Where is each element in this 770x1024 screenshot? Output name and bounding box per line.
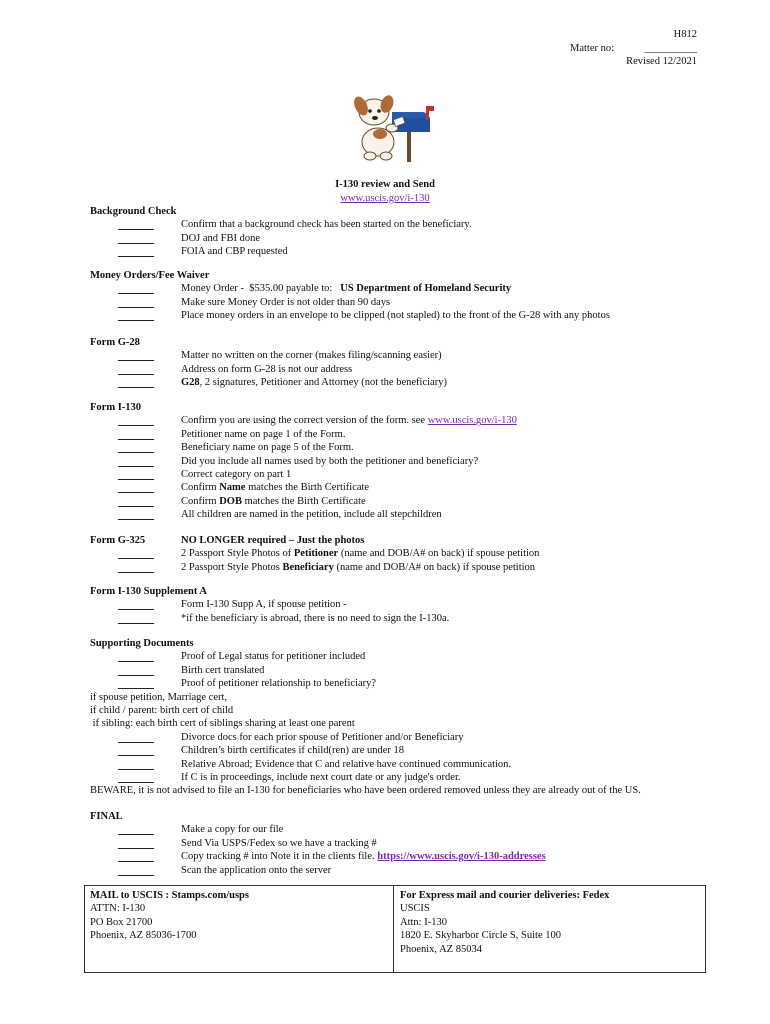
section-form-i130 xyxy=(90,401,710,522)
usps-address xyxy=(85,886,394,972)
checklist-item: *if the beneficiary is abroad, there is no need to sign the I-130a. xyxy=(90,612,710,625)
checklist-item: Correct category on part 1 xyxy=(90,468,710,481)
checklist-item: DOJ and FBI done xyxy=(90,232,710,245)
check-blank[interactable] xyxy=(118,443,154,453)
checklist-item: Form I-130 Supp A, if spouse petition - xyxy=(90,598,710,611)
check-blank[interactable] xyxy=(118,510,154,520)
checklist-item: Proof of Legal status for petitioner included xyxy=(90,650,710,663)
check-blank[interactable] xyxy=(118,652,154,662)
address-line: USCIS xyxy=(400,903,430,915)
checklist-item: Petitioner name on page 1 of the Form. xyxy=(90,428,710,441)
check-blank[interactable] xyxy=(118,351,154,361)
check-blank[interactable] xyxy=(118,298,154,308)
fedex-address xyxy=(394,886,705,972)
checklist-item: Confirm Name matches the Birth Certificate xyxy=(90,481,710,494)
check-blank[interactable] xyxy=(118,760,154,770)
check-blank[interactable] xyxy=(118,378,154,388)
checklist-item: G28, 2 signatures, Petitioner and Attorney (not the beneficiary) xyxy=(90,376,710,389)
uscis-form-link[interactable]: www.uscis.gov/i-130 xyxy=(427,415,517,427)
check-blank[interactable] xyxy=(118,430,154,440)
check-blank[interactable] xyxy=(118,773,154,783)
check-blank[interactable] xyxy=(118,746,154,756)
section-title: Form I-130 Supplement A xyxy=(90,586,207,597)
checklist-item: Make sure Money Order is not older than 90 days xyxy=(90,296,710,309)
checklist-item: Proof of petitioner relationship to beneficiary? xyxy=(90,677,710,690)
form-code: H812 xyxy=(673,29,697,40)
checklist-item: Address on form G-28 is not our address xyxy=(90,363,710,376)
dog-mailbox-icon xyxy=(340,90,436,166)
address-line: ATTN: I-130 xyxy=(90,903,146,915)
check-blank[interactable] xyxy=(118,234,154,244)
uscis-link[interactable]: www.uscis.gov/i-130 xyxy=(340,193,430,204)
mailing-address-table xyxy=(84,885,706,973)
check-blank[interactable] xyxy=(118,666,154,676)
usps-title: MAIL to USCIS : Stamps.com/usps xyxy=(90,890,249,901)
check-blank[interactable] xyxy=(118,825,154,835)
note-line: if sibling: each birth cert of siblings sharing at least one parent xyxy=(90,718,355,730)
section-supporting-documents xyxy=(90,637,710,798)
section-money-orders xyxy=(90,269,710,323)
check-blank[interactable] xyxy=(118,563,154,573)
checklist-item: Children’s birth certificates if child(ren) are under 18 xyxy=(90,744,710,757)
check-blank[interactable] xyxy=(118,470,154,480)
check-blank[interactable] xyxy=(118,365,154,375)
check-blank[interactable] xyxy=(118,866,154,876)
check-blank[interactable] xyxy=(118,839,154,849)
page-title: I-130 review and Send xyxy=(335,179,435,190)
checklist-item: 2 Passport Style Photos of Petitioner (name and DOB/A# on back) if spouse petition xyxy=(90,547,710,560)
checklist-item: Relative Abroad; Evidence that C and relative have continued communication. xyxy=(90,758,710,771)
note-line: if child / parent: birth cert of child xyxy=(90,704,234,716)
check-blank[interactable] xyxy=(118,220,154,230)
g325-note: NO LONGER required – Just the photos xyxy=(181,535,365,546)
checklist-item: Beneficiary name on page 5 of the Form. xyxy=(90,441,710,454)
note-line: if spouse petition, Marriage cert, xyxy=(90,691,228,703)
check-blank[interactable] xyxy=(118,284,154,294)
check-blank[interactable] xyxy=(118,614,154,624)
checklist-item: Make a copy for our file xyxy=(90,823,710,836)
checklist-item: Money Order - $535.00 payable to: US Department of Homeland Security xyxy=(90,282,710,295)
checklist-item: Confirm DOB matches the Birth Certificate xyxy=(90,495,710,508)
address-line: PO Box 21700 xyxy=(90,916,153,928)
checklist-item: Send Via USPS/Fedex so we have a tracking # xyxy=(90,837,710,850)
check-blank[interactable] xyxy=(118,497,154,507)
check-blank[interactable] xyxy=(118,483,154,493)
section-final xyxy=(90,810,710,877)
revised-date: Revised 12/2021 xyxy=(626,56,697,67)
beware-note: BEWARE, it is not advised to file an I-130 for beneficiaries who have been ordered removed unless they are already out of the US. xyxy=(90,785,641,797)
uscis-addresses-link[interactable]: https://www.uscis.gov/i-130-addresses xyxy=(377,851,546,863)
section-background-check xyxy=(90,205,710,259)
checklist-item: Confirm you are using the correct version of the form. see www.uscis.gov/i-130 xyxy=(90,414,710,427)
fedex-title: For Express mail and courier deliveries: Fedex xyxy=(400,890,610,901)
address-line: 1820 E. Skyharbor Circle S, Suite 100 xyxy=(400,930,561,942)
check-blank[interactable] xyxy=(118,600,154,610)
address-line: Phoenix, AZ 85034 xyxy=(400,943,482,955)
checklist-item: If C is in proceedings, include next court date or any judge's order. xyxy=(90,771,710,784)
section-supplement-a xyxy=(90,585,710,625)
checklist-item: Matter no written on the corner (makes filing/scanning easier) xyxy=(90,349,710,362)
check-blank[interactable] xyxy=(118,852,154,862)
checklist-item: Divorce docs for each prior spouse of Petitioner and/or Beneficiary xyxy=(90,731,710,744)
section-title: Supporting Documents xyxy=(90,638,194,649)
check-blank[interactable] xyxy=(118,679,154,689)
section-title: FINAL xyxy=(90,811,123,822)
checklist-item: 2 Passport Style Photos Beneficiary (name and DOB/A# on back) if spouse petition xyxy=(90,561,710,574)
check-blank[interactable] xyxy=(118,549,154,559)
check-blank[interactable] xyxy=(118,416,154,426)
check-blank[interactable] xyxy=(118,311,154,321)
checklist-item: Birth cert translated xyxy=(90,664,710,677)
section-title: Money Orders/Fee Waiver xyxy=(90,270,210,281)
check-blank[interactable] xyxy=(118,457,154,467)
address-line: Phoenix, AZ 85036-1700 xyxy=(90,930,197,942)
checklist-item: Scan the application onto the server xyxy=(90,864,710,877)
checklist-item: Place money orders in an envelope to be clipped (not stapled) to the front of the G-28 with any photos xyxy=(90,309,710,322)
section-title: Form G-325 xyxy=(90,535,146,546)
checklist-item: Copy tracking # into Note it in the clients file. https://www.uscis.gov/i-130-addresses xyxy=(90,850,710,863)
checklist-item: All children are named in the petition, include all stepchildren xyxy=(90,508,710,521)
check-blank[interactable] xyxy=(118,733,154,743)
section-form-g28 xyxy=(90,336,710,390)
section-form-g325 xyxy=(90,534,710,574)
checklist-item: Did you include all names used by both the petitioner and beneficiary? xyxy=(90,455,710,468)
section-title: Form G-28 xyxy=(90,337,140,348)
matter-label: Matter no: xyxy=(570,43,615,54)
address-line: Attn: I-130 xyxy=(400,916,447,928)
matter-blank: __________ xyxy=(644,43,697,54)
checklist-item: FOIA and CBP requested xyxy=(90,245,710,258)
section-title: Form I-130 xyxy=(90,402,142,413)
checklist-item: Confirm that a background check has been started on the beneficiary. xyxy=(90,218,710,231)
check-blank[interactable] xyxy=(118,247,154,257)
section-title: Background Check xyxy=(90,206,177,217)
